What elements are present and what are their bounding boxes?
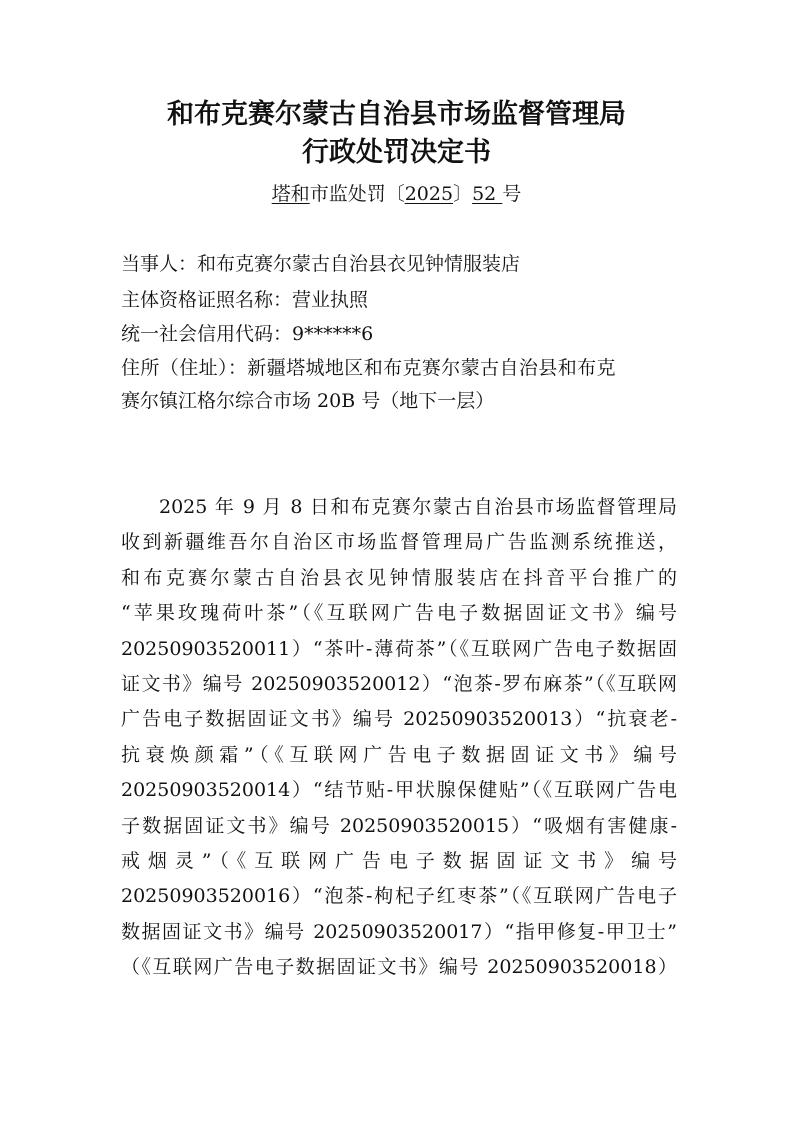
- party-credit-code: 统一社会信用代码：9******6: [121, 323, 374, 345]
- doc-number-middle: 市监处罚〔: [309, 183, 405, 205]
- party-address-line2: 赛尔镇江格尔综合市场 20B 号（地下一层）: [121, 390, 495, 412]
- doc-number-year: 2025: [404, 183, 454, 205]
- paragraph-line: 子数据固证文书》编号 20250903520015）“吸烟有害健康-: [121, 814, 677, 837]
- party-address-line1: 住所（住址）：新疆塔城地区和布克赛尔蒙古自治县和布克: [121, 357, 616, 379]
- document-title-line2: 行政处罚决定书: [302, 137, 491, 168]
- case-facts-paragraph: [121, 490, 677, 985]
- paragraph-line: 20250903520016）“泡茶-枸杞子红枣茶”（《互联网广告电子: [121, 885, 677, 908]
- party-name: 当事人：和布克赛尔蒙古自治县衣见钟情服装店: [121, 253, 521, 275]
- paragraph-line: 和布克赛尔蒙古自治县衣见钟情服装店在抖音平台推广的: [121, 566, 677, 589]
- paragraph-line: 戒烟灵”（《互联网广告电子数据固证文书》编号: [121, 849, 677, 872]
- paragraph-line: 数据固证文书》编号 20250903520017）“指甲修复-甲卫士”: [121, 920, 677, 943]
- document-number: [0, 180, 793, 208]
- doc-number-bracket-close: 〕: [453, 183, 473, 205]
- paragraph-line: 20250903520011）“茶叶-薄荷茶”（《互联网广告电子数据固: [121, 637, 677, 660]
- paragraph-line: 证文书》编号 20250903520012）“泡茶-罗布麻茶”（《互联网: [121, 672, 677, 695]
- paragraph-line: 20250903520014）“结节贴-甲状腺保健贴”（《互联网广告电: [121, 779, 677, 802]
- doc-number-suffix: 号: [502, 183, 522, 205]
- paragraph-line: “苹果玫瑰荷叶茶”（《互联网广告电子数据固证文书》编号: [121, 602, 677, 625]
- doc-number-value: 52: [472, 183, 503, 205]
- document-title-line1: 和布克赛尔蒙古自治县市场监督管理局: [167, 99, 626, 130]
- paragraph-line: 广告电子数据固证文书》编号 20250903520013）“抗衰老-: [121, 708, 677, 731]
- paragraph-line: （《互联网广告电子数据固证文书》编号 20250903520018）: [121, 956, 677, 979]
- paragraph-line: 收到新疆维吾尔自治区市场监督管理局广告监测系统推送，: [121, 531, 677, 554]
- paragraph-line: 抗衰焕颜霜”（《互联网广告电子数据固证文书》编号: [121, 743, 677, 766]
- party-license-type: 主体资格证照名称：营业执照: [121, 289, 369, 311]
- doc-number-prefix: 塔和: [271, 183, 310, 205]
- paragraph-line: 2025 年 9 月 8 日和布克赛尔蒙古自治县市场监督管理局: [159, 496, 677, 518]
